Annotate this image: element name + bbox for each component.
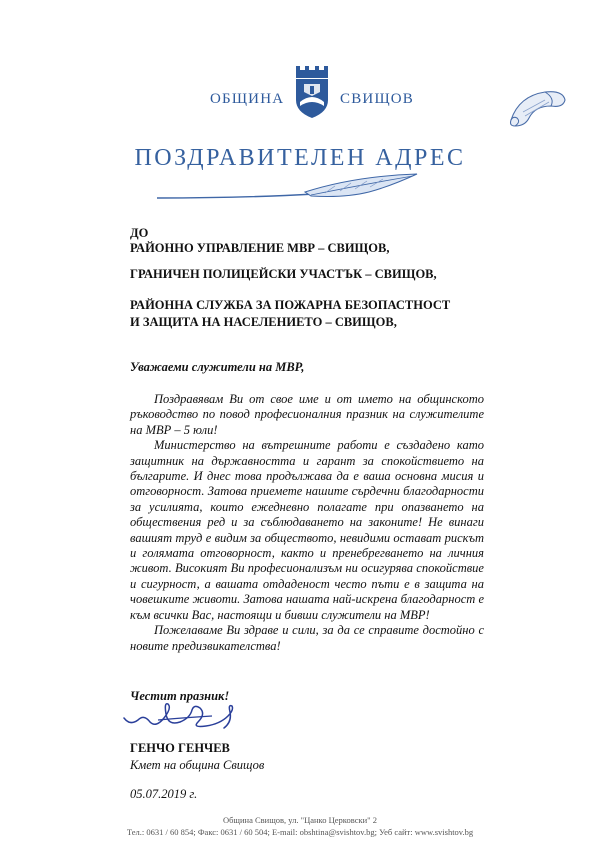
greeting: Уважаеми служители на МВР, xyxy=(130,360,305,374)
header-right-word: СВИЩОВ xyxy=(340,91,415,107)
signature xyxy=(120,696,250,738)
recipient-line-3a: РАЙОННА СЛУЖБА ЗА ПОЖАРНА БЕЗОПАСТНОСТ xyxy=(130,298,451,312)
recipient-line-2: ГРАНИЧЕН ПОЛИЦЕЙСКИ УЧАСТЪК – СВИЩОВ, xyxy=(130,267,437,281)
signatory-name: ГЕНЧО ГЕНЧЕВ xyxy=(130,741,230,755)
quill-icon xyxy=(155,172,420,208)
footer-address: Община Свищов, ул. "Цанко Церковски" 2 xyxy=(222,815,378,825)
letter-body xyxy=(130,392,484,654)
letter-date: 05.07.2019 г. xyxy=(130,787,198,801)
paragraph: Пожелаваме Ви здраве и сили, за да се справите достойно с новите предизвикателства! xyxy=(130,623,484,653)
recipient-line-3b: И ЗАЩИТА НА НАСЕЛЕНИЕТО – СВИЩОВ, xyxy=(130,315,397,329)
recipient-line-1: РАЙОННО УПРАВЛЕНИЕ МВР – СВИЩОВ, xyxy=(130,241,390,255)
footer-contacts: Тел.: 0631 / 60 854; Факс: 0631 / 60 504; E-mail: obshtina@svishtov.bg; Уеб сайт: www.svishtov.bg xyxy=(126,827,474,837)
paragraph: Поздравявам Ви от свое име и от името на общинското ръководство по повод професионалния празник на служителите на МВР – 5 юли! xyxy=(130,392,484,437)
closing: Честит празник! xyxy=(130,689,230,703)
paragraph: Министерство на вътрешните работи е създадено като защитник на държавността и гарант за спокойствието на българите. И днес това продължава да е ваша основна мисия и отговорност. Затова приемете нашите сърдечни благодарности за усилията, които ежедневно полагате при опазването на обществения ред и за съблюдаването на законите! Не винаги вашият труд е видим за обществото, невидими остават рискът и голямата отговорност, както и пренебрегването на личния живот. Високият Ви професионализъм ни осигурява спокойствие и сигурност, а вашата отдаденост често пъти е в защита на човешките животи. Затова нашата най-искрена благодарност е към всички Вас, настоящи и бивши служители на МВР! xyxy=(130,438,484,622)
header-left-word: ОБЩИНА xyxy=(210,91,285,107)
coat-of-arms-icon xyxy=(290,62,334,120)
signatory-role: Кмет на община Свищов xyxy=(130,758,265,772)
recipient-to: ДО xyxy=(130,226,149,240)
scroll-icon xyxy=(505,82,569,134)
page-title: ПОЗДРАВИТЕЛЕН АДРЕС xyxy=(134,145,466,171)
